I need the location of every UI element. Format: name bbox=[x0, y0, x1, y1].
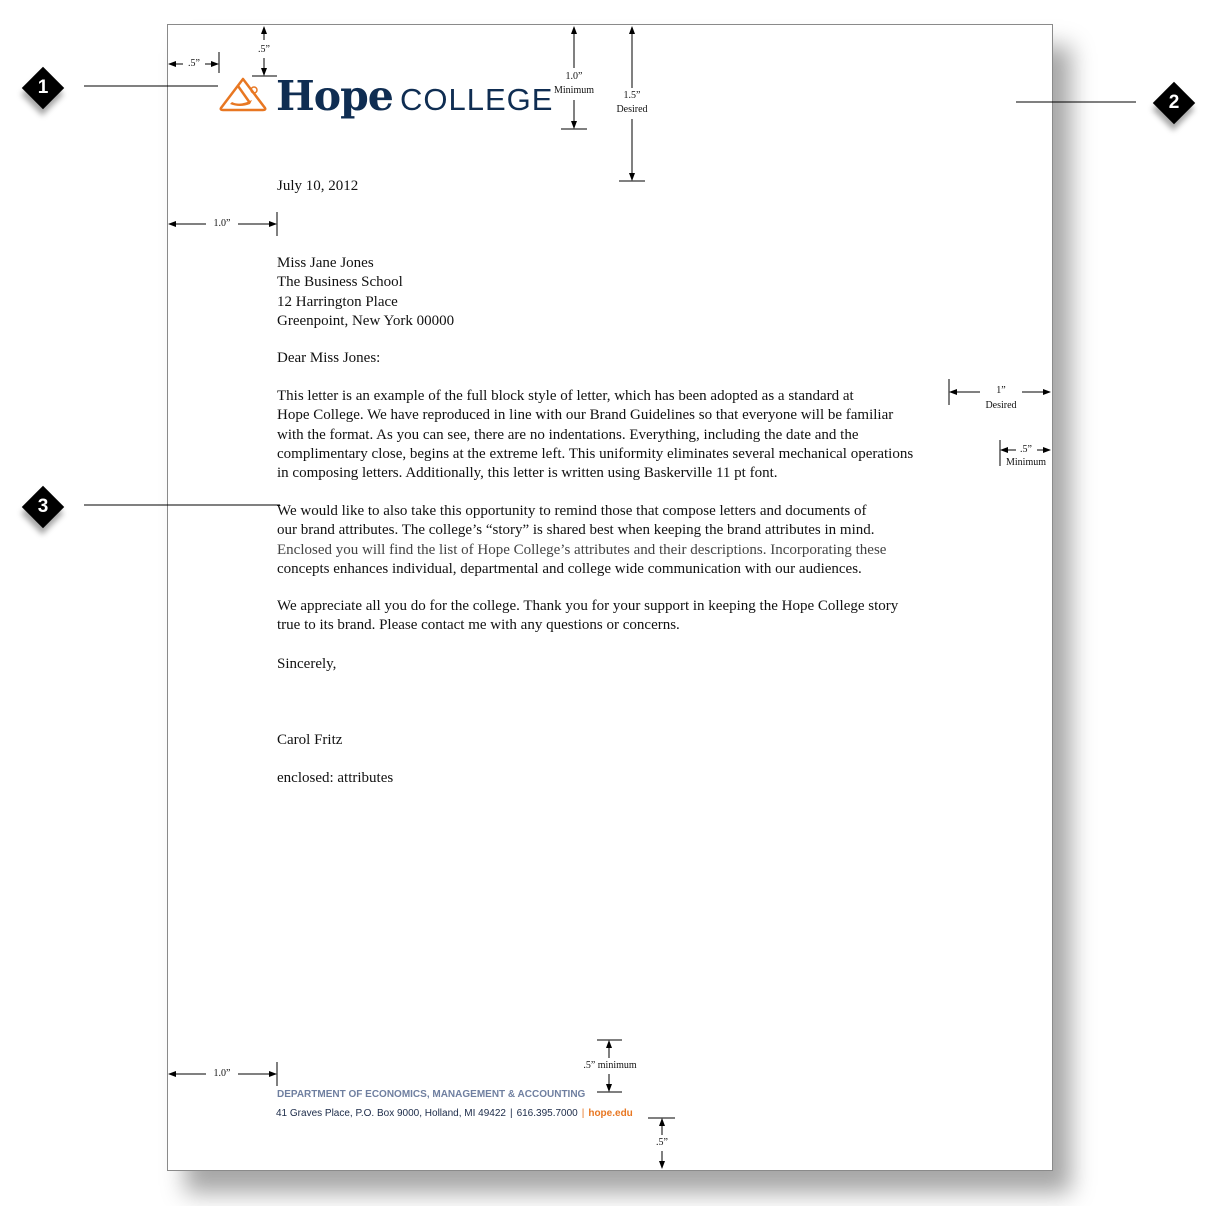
footer-min-label: .5” minimum bbox=[583, 1060, 637, 1071]
header-min-label: 1.0” bbox=[565, 71, 583, 82]
callout-3-number: 3 bbox=[37, 496, 49, 517]
address-line: Greenpoint, New York 00000 bbox=[277, 312, 455, 329]
right-min-caption: Minimum bbox=[1005, 457, 1047, 468]
paragraph-1 bbox=[277, 387, 913, 483]
salutation: Dear Miss Jones: bbox=[277, 350, 381, 366]
footer-address: 41 Graves Place, P.O. Box 9000, Holland, MI 49422 bbox=[276, 1108, 506, 1119]
paragraph-3 bbox=[277, 597, 898, 636]
address-line: Miss Jane Jones bbox=[277, 255, 374, 271]
recipient-address bbox=[277, 254, 454, 331]
address-line: 12 Harrington Place bbox=[277, 293, 398, 310]
paragraph-line: complimentary close, begins at the extreme left. This uniformity eliminates several mechanical operations bbox=[277, 445, 914, 462]
closing: Sincerely, bbox=[277, 656, 337, 672]
paragraph-line: our brand attributes. The college’s “story” is shared best when keeping the brand attributes in mind. bbox=[277, 522, 875, 539]
paragraph-line: We appreciate all you do for the college. Thank you for your support in keeping the Hope College story bbox=[277, 598, 899, 614]
right-min-label: .5” bbox=[1020, 444, 1032, 455]
paragraph-line: with the format. As you can see, there are no indentations. Everything, including the date and the bbox=[277, 426, 859, 443]
paragraph-line: in composing letters. Additionally, this letter is written using Baskerville 11 pt font. bbox=[277, 465, 778, 482]
right-desired-caption: Desired bbox=[985, 400, 1017, 411]
header-desired-label: 1.5” bbox=[623, 90, 641, 101]
header-min-caption: Minimum bbox=[553, 85, 595, 96]
bottom-margin-label: .5” bbox=[656, 1137, 668, 1148]
anchor-triangle-icon bbox=[218, 76, 268, 112]
paragraph-line: Enclosed you will find the list of Hope College’s attributes and their descriptions. Incorporating these bbox=[277, 541, 887, 558]
paragraph-line: true to its brand. Please contact me with any questions or concerns. bbox=[277, 617, 680, 634]
logo-college-text: COLLEGE bbox=[400, 82, 554, 117]
callout-2-number: 2 bbox=[1168, 92, 1180, 113]
right-desired-label: 1” bbox=[996, 385, 1006, 396]
paragraph-2 bbox=[277, 502, 886, 579]
address-line: The Business School bbox=[277, 274, 403, 291]
callout-1-number: 1 bbox=[37, 77, 49, 98]
footer-phone: 616.395.7000 bbox=[516, 1108, 578, 1119]
paragraph-line: concepts enhances individual, departmental and college wide communication with our audiences. bbox=[277, 560, 862, 577]
signature-name: Carol Fritz bbox=[277, 732, 343, 748]
logo-hope-text: Hope bbox=[276, 72, 393, 120]
paragraph-line: Hope College. We have reproduced in line with our Brand Guidelines so that everyone will be familiar bbox=[277, 407, 894, 424]
top-margin-label: .5” bbox=[258, 44, 270, 55]
paragraph-line: This letter is an example of the full block style of letter, which has been adopted as a standard at bbox=[277, 388, 854, 404]
footer-department: DEPARTMENT OF ECONOMICS, MANAGEMENT & ACCOUNTING bbox=[277, 1089, 586, 1100]
footer-separator: | bbox=[509, 1108, 513, 1119]
footer-separator: | bbox=[581, 1108, 585, 1119]
logo-left-margin-label: .5” bbox=[188, 58, 200, 69]
left-margin-label: 1.0” bbox=[213, 218, 231, 229]
paragraph-line: We would like to also take this opportunity to remind those that compose letters and documents of bbox=[277, 503, 867, 519]
footer-left-margin-label: 1.0” bbox=[213, 1068, 231, 1079]
footer-website-link[interactable]: hope.edu bbox=[588, 1108, 633, 1119]
letter-date: July 10, 2012 bbox=[277, 178, 359, 194]
header-desired-caption: Desired bbox=[616, 104, 648, 115]
enclosure-note: enclosed: attributes bbox=[277, 770, 394, 786]
footer-contact bbox=[276, 1108, 633, 1119]
